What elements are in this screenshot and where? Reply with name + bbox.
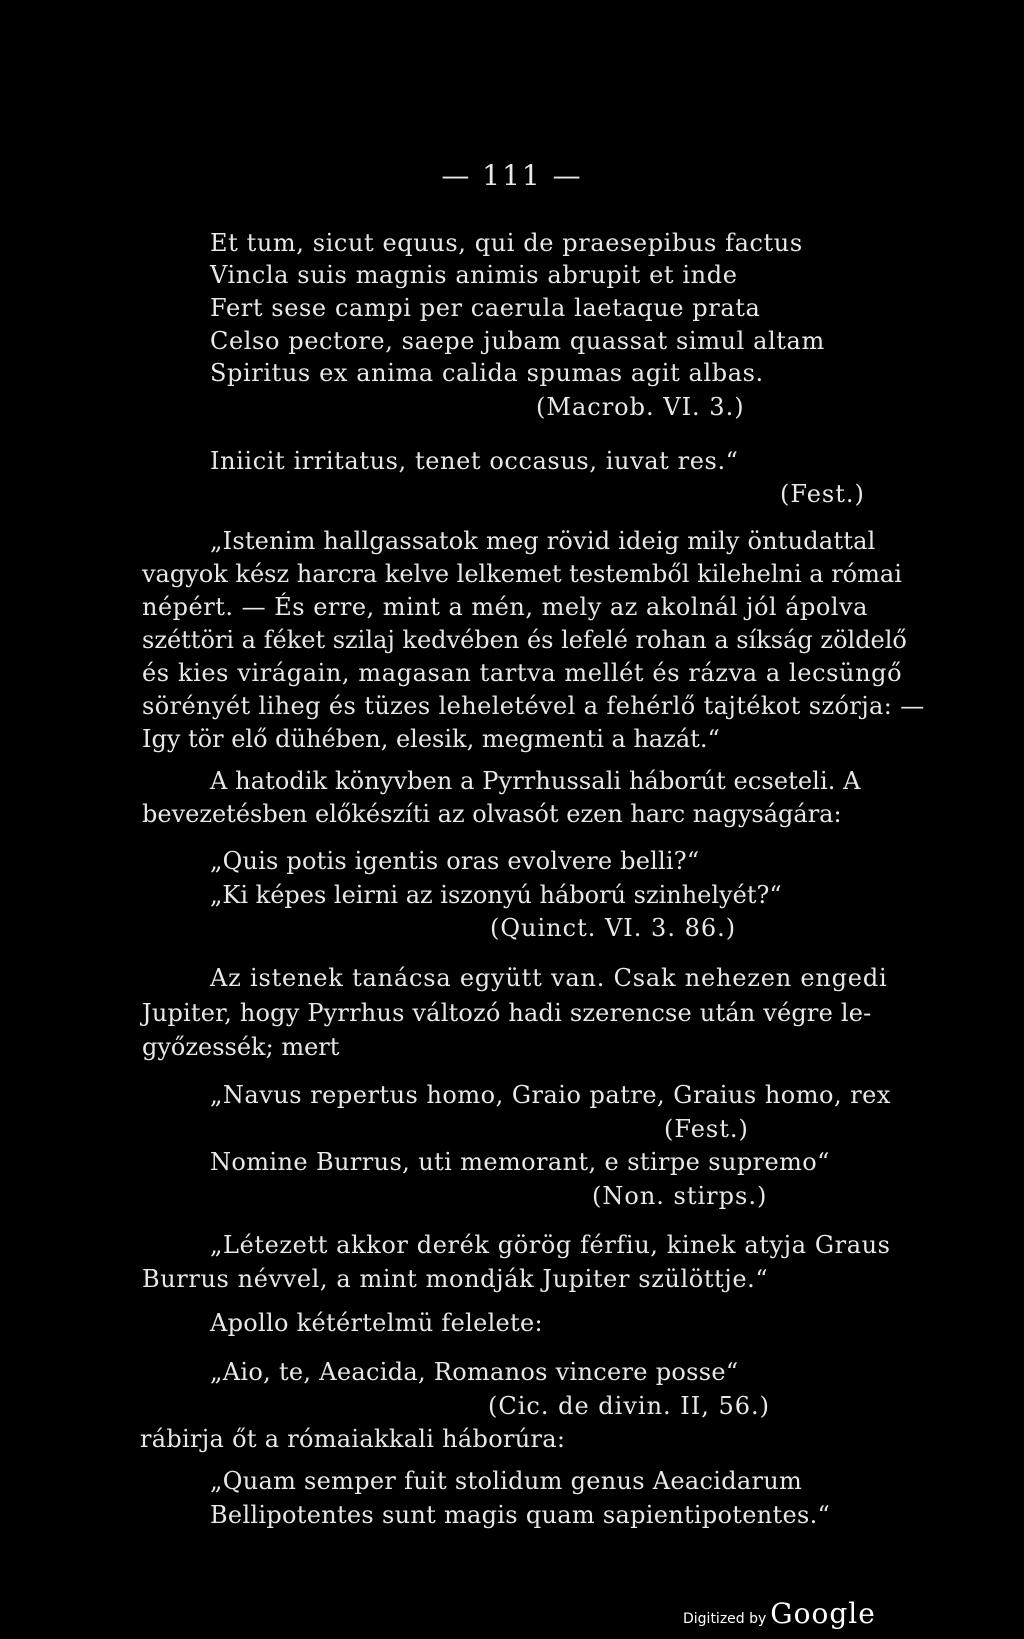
citation: (Macrob. VI. 3.) (536, 393, 745, 421)
text-line: A hatodik könyvben a Pyrrhussali háborút ecseteli. A (210, 767, 861, 795)
digitization-watermark (683, 1597, 913, 1630)
text-line: „Navus repertus homo, Graio patre, Graius homo, rex (210, 1081, 891, 1109)
text-line: Vincla suis magnis animis abrupit et inde (210, 261, 738, 289)
text-line: Fert sese campi per caerula laetaque prata (210, 294, 761, 322)
citation: (Cic. de divin. II, 56.) (488, 1392, 771, 1420)
citation: (Fest.) (664, 1115, 749, 1143)
text-line: Jupiter, hogy Pyrrhus változó hadi szerencse után végre le- (142, 999, 872, 1027)
text-line: „Quis potis igentis oras evolvere belli?“ (210, 847, 700, 875)
text-line: rábirja őt a rómaiakkali háborúra: (140, 1425, 566, 1453)
text-line: „Létezett akkor derék görög férfiu, kinek atyja Graus (210, 1231, 891, 1259)
text-line: „Aio, te, Aeacida, Romanos vincere posse“ (210, 1358, 739, 1386)
text-line: Igy tör elő dühében, elesik, megmenti a hazát.“ (142, 725, 720, 753)
watermark-prefix: Digitized by (683, 1611, 767, 1627)
text-line: „Quam semper fuit stolidum genus Aeacidarum (210, 1467, 803, 1495)
text-line: Bellipotentes sunt magis quam sapientipotentes.“ (210, 1501, 831, 1529)
text-line: Celso pectore, saepe jubam quassat simul altam (210, 327, 825, 355)
text-line: Apollo kétértelmü felelete: (210, 1309, 543, 1337)
citation: (Quinct. VI. 3. 86.) (490, 914, 737, 942)
text-line: Nomine Burrus, uti memorant, e stirpe supremo“ (210, 1148, 830, 1176)
text-line: Iniicit irritatus, tenet occasus, iuvat res.“ (210, 447, 739, 475)
text-line: „Ki képes leirni az iszonyú háború szinhelyét?“ (210, 881, 782, 909)
google-logo: Google (770, 1597, 876, 1630)
text-line: Spiritus ex anima calida spumas agit albas. (210, 359, 764, 387)
page-number: — 111 — (441, 159, 583, 192)
text-line: széttöri a féket szilaj kedvében és lefelé rohan a síkság zöldelő (142, 626, 907, 654)
text-line: sörényét liheg és tüzes leheletével a fehérlő tajtékot szórja: — (142, 692, 925, 720)
text-line: Az istenek tanácsa együtt van. Csak nehezen engedi (210, 964, 888, 992)
text-line: Et tum, sicut equus, qui de praesepibus factus (210, 229, 803, 257)
text-line: vagyok kész harcra kelve lelkemet testemből kilehelni a római (142, 560, 902, 588)
citation: (Non. stirps.) (592, 1182, 768, 1210)
text-line: bevezetésben előkészíti az olvasót ezen harc nagyságára: (142, 800, 842, 828)
citation: (Fest.) (780, 480, 865, 508)
text-line: „Istenim hallgassatok meg rövid ideig mily öntudattal (210, 527, 876, 555)
text-line: győzessék; mert (142, 1033, 340, 1061)
text-line: Burrus névvel, a mint mondják Jupiter szülöttje.“ (142, 1265, 769, 1293)
text-line: népért. — És erre, mint a mén, mely az akolnál jól ápolva (142, 593, 868, 621)
text-line: és kies virágain, magasan tartva mellét és rázva a lecsüngő (142, 659, 903, 687)
